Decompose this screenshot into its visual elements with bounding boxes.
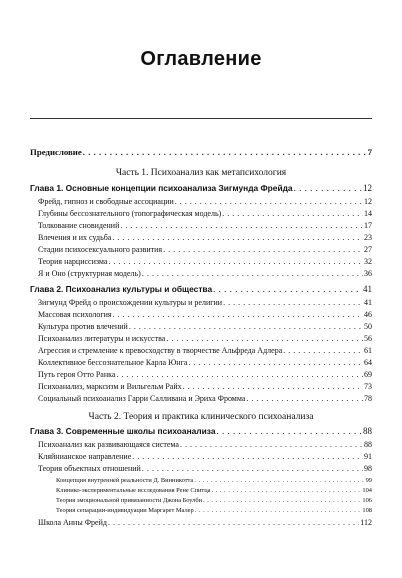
entry-label: Теория сепарации-индивидуации Маргарет Малер: [56, 507, 194, 514]
entry-page: 12: [364, 197, 372, 206]
chapter-label: Глава 2. Психоанализ культуры и общества: [30, 284, 213, 294]
toc-entry: [38, 233, 372, 243]
dot-leader: [166, 334, 363, 344]
entry-page: 64: [364, 358, 372, 367]
toc-chapter-3: [30, 425, 372, 437]
entry-page: 98: [364, 464, 372, 473]
toc-entry: [38, 322, 372, 332]
dot-leader: [222, 209, 363, 219]
toc-entry: [38, 245, 372, 255]
dot-leader: [188, 358, 363, 368]
entry-label: Концепция внутренней реальности Д. Винникотта: [56, 477, 194, 484]
entry-label: Социальный психоанализ Гарри Салливана и Эриха Фромма: [38, 394, 246, 403]
entry-page: 91: [364, 452, 372, 461]
entry-label: Зигмунд Фрейд о происхождении культуры и религии: [38, 298, 223, 307]
entry-label: Путь героя Отто Ранка: [38, 370, 116, 379]
entry-page: 61: [364, 346, 372, 355]
entry-label: Теория нарциссизма: [38, 257, 108, 266]
dot-leader: [108, 518, 359, 528]
toc-entry: [38, 310, 372, 320]
entry-label: Предисловие: [30, 147, 82, 157]
toc-entry: [38, 464, 372, 474]
toc-chapter-1: [30, 182, 372, 194]
toc-entry: [38, 257, 372, 267]
chapter-page: 88: [363, 426, 372, 436]
entry-page: 88: [364, 440, 372, 449]
toc-entry: [38, 394, 372, 404]
toc-entry: [38, 452, 372, 462]
dot-leader: [108, 257, 363, 267]
toc-entry: [38, 358, 372, 368]
dot-leader: [203, 497, 361, 505]
dot-leader: [213, 283, 362, 295]
toc-entry-preface: [30, 147, 372, 158]
toc-entry: [38, 346, 372, 356]
part-heading-1: Часть 1. Психоанализ как метапсихология: [115, 168, 287, 178]
toc-chapter-2: [30, 283, 372, 295]
entry-page: 99: [365, 477, 372, 484]
dot-leader: [183, 382, 363, 392]
toc-subentry: [56, 497, 372, 505]
entry-page: 27: [364, 245, 372, 254]
entry-page: 32: [364, 257, 372, 266]
toc-entry: [38, 269, 372, 279]
chapter-label: Глава 1. Основные концепции психоанализа Зигмунда Фрейда: [30, 183, 293, 193]
dot-leader: [142, 269, 363, 279]
dot-leader: [163, 245, 363, 255]
entry-label: Психоанализ как развивающаяся система: [38, 440, 179, 449]
dot-leader: [195, 507, 362, 515]
toc-entry: [38, 221, 372, 231]
entry-page: 46: [364, 310, 372, 319]
dot-leader: [120, 221, 363, 231]
dot-leader: [112, 233, 363, 243]
entry-label: Фрейд, гипноз и свободные ассоциации: [38, 197, 174, 206]
dot-leader: [223, 298, 363, 308]
entry-label: Коллективное бессознательное Карла Юнга: [38, 358, 188, 367]
entry-label: Толкование сновидений: [38, 221, 120, 230]
dot-leader: [283, 346, 363, 356]
entry-label: Стадии психосексуального развития: [38, 245, 163, 254]
entry-page: 104: [362, 487, 372, 494]
entry-label: Кляйнианское направление: [38, 452, 132, 461]
entry-page: 41: [364, 298, 372, 307]
toc-entry: [38, 370, 372, 380]
toc-subentry: [56, 487, 372, 495]
entry-page: 50: [364, 322, 372, 331]
entry-label: Школа Анны Фрейд: [38, 518, 107, 527]
dot-leader: [142, 464, 363, 474]
entry-label: Массовая психология: [38, 310, 112, 319]
entry-label: Клинико-экспериментальные исследования Рене Спитца: [56, 487, 211, 494]
entry-label: Агрессия и стремление к превосходству в творчестве Альфреда Адлера: [38, 346, 283, 355]
entry-page: 112: [360, 518, 372, 527]
dot-leader: [294, 182, 362, 194]
dot-leader: [113, 310, 363, 320]
toc-entry: [38, 382, 372, 392]
chapter-page: 41: [363, 284, 372, 294]
entry-label: Психоанализ, марксизм и Вильгельм Райх: [38, 382, 182, 391]
entry-page: 7: [367, 147, 372, 157]
entry-label: Теория объектных отношений: [38, 464, 141, 473]
toc-entry: [38, 197, 372, 207]
toc-entry: [38, 209, 372, 219]
entry-label: Теория эмоциональной привязанности Джона Боулби: [56, 497, 203, 504]
entry-page: 69: [364, 370, 372, 379]
toc-subentry: [56, 477, 372, 485]
dot-leader: [246, 394, 363, 404]
entry-label: Психоанализ литературы и искусства: [38, 334, 166, 343]
entry-page: 106: [362, 497, 372, 504]
entry-label: Влечения и их судьба: [38, 233, 112, 242]
entry-label: Культура против влечений: [38, 322, 128, 331]
divider: [30, 118, 372, 119]
entry-page: 14: [364, 209, 372, 218]
entry-label: Я и Оно (структурная модель): [38, 269, 141, 278]
entry-page: 78: [364, 394, 372, 403]
entry-page: 36: [364, 269, 372, 278]
entry-page: 56: [364, 334, 372, 343]
dot-leader: [211, 487, 361, 495]
entry-page: 17: [364, 221, 372, 230]
dot-leader: [132, 452, 363, 462]
dot-leader: [129, 322, 363, 332]
entry-page: 108: [362, 507, 372, 514]
toc-subentry: [56, 507, 372, 515]
part-heading-2: Часть 2. Теория и практика клинического психоанализа: [88, 412, 314, 422]
page-title: Оглавление: [140, 48, 262, 70]
toc-entry: [38, 440, 372, 450]
toc-entry: [38, 518, 372, 528]
entry-page: 23: [364, 233, 372, 242]
entry-label: Глубины бессознательного (топографическая модель): [38, 209, 222, 218]
toc-entry: [38, 298, 372, 308]
dot-leader: [216, 425, 362, 437]
dot-leader: [175, 197, 363, 207]
chapter-label: Глава 3. Современные школы психоанализа: [30, 426, 216, 436]
entry-page: 73: [364, 382, 372, 391]
dot-leader: [83, 147, 367, 158]
dot-leader: [180, 440, 363, 450]
dot-leader: [116, 370, 363, 380]
dot-leader: [194, 477, 364, 485]
chapter-page: 12: [363, 183, 372, 193]
toc-entry: [38, 334, 372, 344]
